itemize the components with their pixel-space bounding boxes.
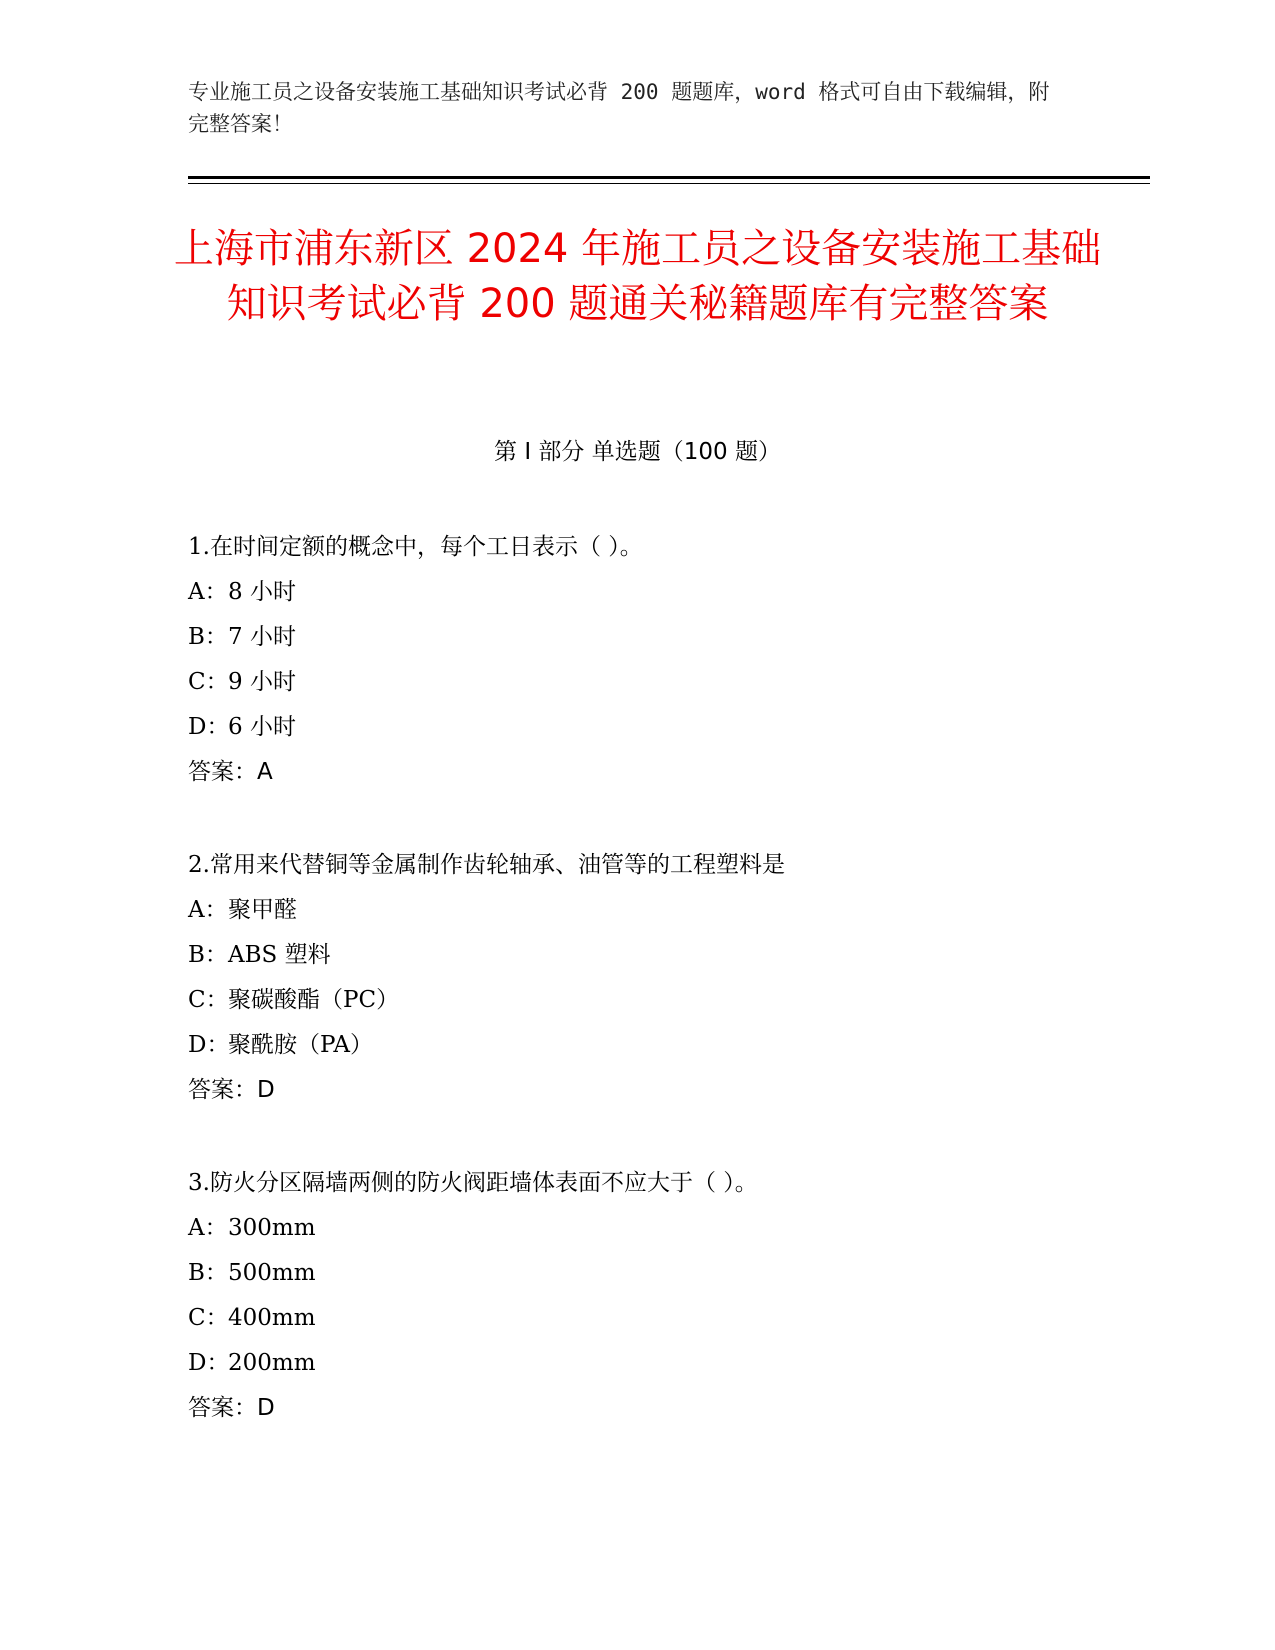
option-key: A： (188, 897, 228, 923)
question-2 (188, 843, 1168, 1161)
option-d (188, 705, 1168, 750)
section-heading: 第 I 部分 单选题（100 题） (494, 439, 781, 465)
option-text: 400mm (228, 1305, 316, 1331)
question-stem: 3.防火分区隔墙两侧的防火阀距墙体表面不应大于（ ）。 (188, 1170, 758, 1196)
question-list (188, 525, 1168, 1479)
option-text: 聚甲醛 (228, 897, 297, 923)
option-key: A： (188, 579, 228, 605)
option-c (188, 978, 1168, 1023)
option-b (188, 933, 1168, 978)
option-key: D： (188, 714, 230, 740)
option-a (188, 1206, 1168, 1251)
option-text: ABS 塑料 (228, 942, 331, 968)
option-text: 500mm (228, 1260, 316, 1286)
option-d (188, 1341, 1168, 1386)
header-divider-thin (188, 183, 1150, 184)
question-stem: 1.在时间定额的概念中，每个工日表示（ ）。 (188, 534, 643, 560)
option-key: A： (188, 1215, 228, 1241)
option-b (188, 1251, 1168, 1296)
option-text: 聚酰胺（PA） (228, 1032, 373, 1058)
header-note: 专业施工员之设备安装施工基础知识考试必背 200 题题库，word 格式可自由下载编辑，附完整答案！ (188, 80, 1050, 136)
option-text: 300mm (228, 1215, 316, 1241)
answer: 答案：A (188, 759, 273, 785)
option-key: C： (188, 1305, 229, 1331)
option-key: D： (188, 1032, 230, 1058)
option-key: B： (188, 1260, 228, 1286)
question-1 (188, 525, 1168, 843)
option-c (188, 660, 1168, 705)
option-key: D： (188, 1350, 230, 1376)
option-text: 8 小时 (228, 579, 296, 605)
answer: 答案：D (188, 1077, 275, 1103)
option-key: B： (188, 942, 228, 968)
option-c (188, 1296, 1168, 1341)
option-text: 6 小时 (228, 714, 296, 740)
document-title: 上海市浦东新区 2024 年施工员之设备安装施工基础知识考试必背 200 题通关秘籍题库有完整答案 (173, 226, 1102, 327)
header-divider-thick (188, 176, 1150, 179)
option-text: 7 小时 (228, 624, 296, 650)
option-d (188, 1023, 1168, 1068)
question-3 (188, 1161, 1168, 1479)
option-b (188, 615, 1168, 660)
option-key: C： (188, 987, 229, 1013)
question-stem: 2.常用来代替铜等金属制作齿轮轴承、油管等的工程塑料是 (188, 852, 785, 878)
option-a (188, 570, 1168, 615)
option-text: 9 小时 (228, 669, 296, 695)
option-text: 聚碳酸酯（PC） (228, 987, 400, 1013)
option-a (188, 888, 1168, 933)
option-text: 200mm (228, 1350, 316, 1376)
option-key: C： (188, 669, 229, 695)
answer: 答案：D (188, 1395, 275, 1421)
option-key: B： (188, 624, 228, 650)
